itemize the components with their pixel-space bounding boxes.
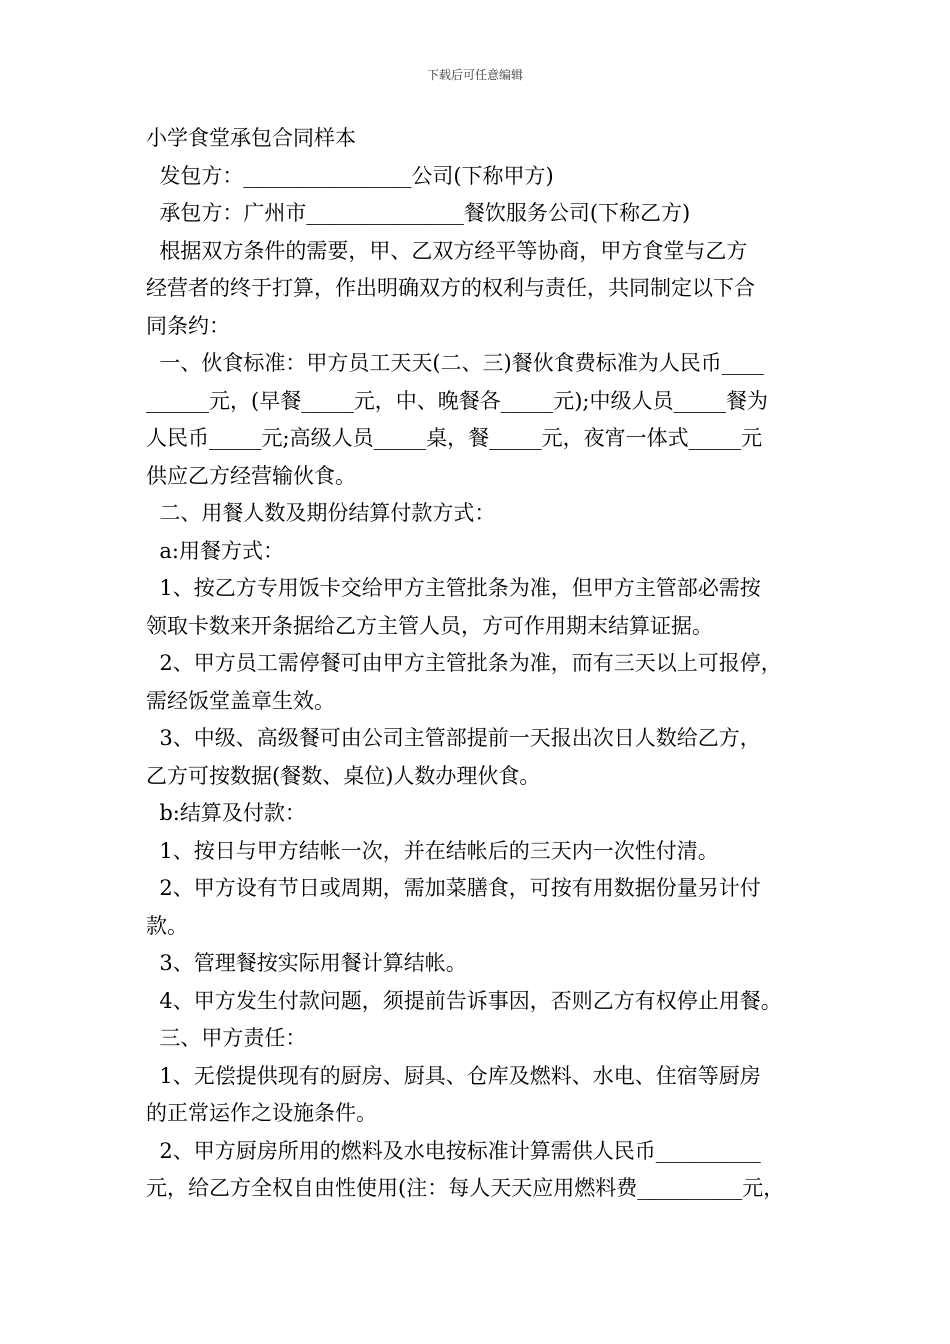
text-line: 1、按乙方专用饭卡交给甲方主管批条为准，但甲方主管部必需按 — [146, 576, 761, 600]
text-line: ______元，(早餐_____元，中、晚餐各_____元);中级人员_____餐为 — [146, 388, 768, 413]
text-line: 4、甲方发生付款问题，须提前告诉事因，否则乙方有权停止用餐。 — [146, 988, 782, 1013]
text-line: 乙方可按数据(餐数、桌位)人数办理伙食。 — [146, 763, 541, 788]
page-header: 下载后可任意编辑 — [426, 68, 523, 82]
text-line: 经营者的终于打算，作出明确双方的权利与责任，共同制定以下合 — [146, 276, 755, 300]
text-line: 2、甲方设有节日或周期，需加菜膳食，可按有用数据份量另计付 — [146, 876, 761, 900]
text-line: a:用餐方式： — [146, 538, 284, 563]
text-line: 根据双方条件的需要，甲、乙双方经平等协商，甲方食堂与乙方 — [146, 238, 748, 263]
text-line: 领取卡数来开条据给乙方主管人员，方可作用期末结算证据。 — [146, 613, 713, 638]
document-title: 小学食堂承包合同样本 — [146, 126, 356, 150]
text-line: 承包方：广州市_______________餐饮服务公司(下称乙方) — [146, 201, 691, 225]
text-line: 供应乙方经营输伙食。 — [146, 463, 356, 488]
text-line: 2、甲方厨房所用的燃料及水电按标准计算需供人民币__________ — [146, 1138, 761, 1163]
text-line: 2、甲方员工需停餐可由甲方主管批条为准，而有三天以上可报停， — [146, 651, 782, 675]
text-line: 元，给乙方全权自由性使用(注：每人天天应用燃料费__________元， — [146, 1176, 785, 1200]
text-line: 3、中级、高级餐可由公司主管部提前一天报出次日人数给乙方， — [146, 726, 761, 750]
text-line: 发包方：________________公司(下称甲方) — [146, 163, 554, 188]
text-line: 三、甲方责任： — [146, 1026, 307, 1050]
text-line: 款。 — [146, 913, 188, 938]
text-line: 需经饭堂盖章生效。 — [146, 688, 335, 713]
text-line: 1、按日与甲方结帐一次，并在结帐后的三天内一次性付清。 — [146, 838, 719, 863]
text-line: 的正常运作之设施条件。 — [146, 1101, 377, 1125]
text-line: 一、伙食标准：甲方员工天天(二、三)餐伙食费标准为人民币____ — [146, 351, 764, 375]
text-line: 人民币_____元;高级人员_____桌，餐_____元，夜宵一体式_____元 — [146, 426, 763, 450]
text-line: 二、用餐人数及期份结算付款方式： — [146, 501, 496, 525]
text-line: 3、管理餐按实际用餐计算结帐。 — [146, 951, 467, 975]
text-line: b:结算及付款： — [146, 801, 306, 825]
text-line: 1、无偿提供现有的厨房、厨具、仓库及燃料、水电、住宿等厨房 — [146, 1063, 761, 1088]
text-line: 同条约： — [146, 313, 230, 338]
contract-body — [146, 120, 810, 1208]
